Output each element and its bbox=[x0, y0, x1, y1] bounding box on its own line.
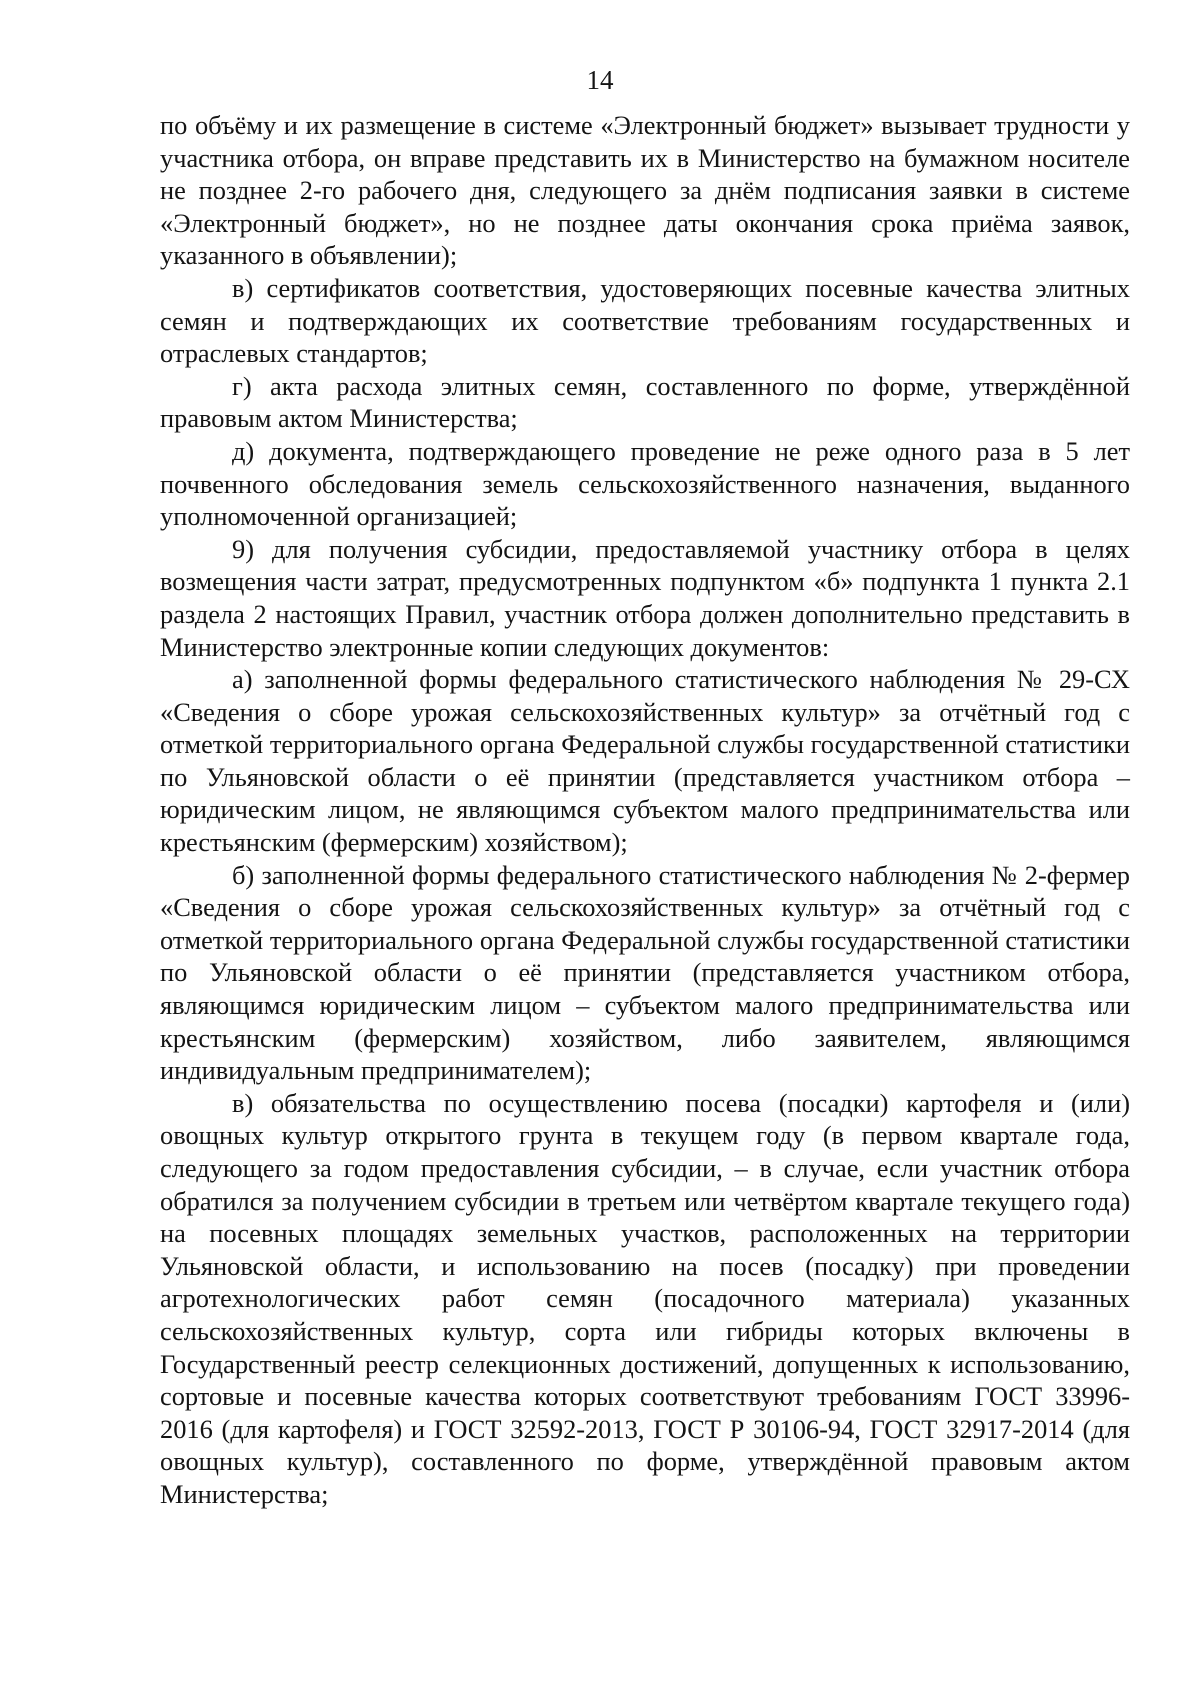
paragraph-item-v-obligation: в) обязательства по осуществлению посева (посадки) картофеля и (или) овощных культур открытого грунта в текущем году (в первом квартале года, следующего за годом предоставления субсидии, – в случае, если участник отбора обратился за получением субсидии в третьем или четвёртом квартале текущего года) на посевных площадях земельных участков, расположенных на территории Ульяновской области, и использованию на посев (посадку) при проведении агротехнологических работ семян (посадочного материала) указанных сельскохозяйственных культур, сорта или гибриды которых включены в Государственный реестр селекционных достижений, допущенных к использованию, сортовые и посевные качества которых соответствуют требованиям ГОСТ 33996-2016 (для картофеля) и ГОСТ 32592-2013, ГОСТ Р 30106-94, ГОСТ 32917-2014 (для овощных культур), составленного по форме, утверждённой правовым актом Министерства; bbox=[160, 1087, 1130, 1509]
paragraph-item-d-soil-survey: д) документа, подтверждающего проведение не реже одного раза в 5 лет почвенного обследования земель сельскохозяйственного назначения, выданного уполномоченной организацией; bbox=[160, 435, 1130, 532]
paragraph-item-a-form-29-sh: а) заполненной формы федерального статистического наблюдения № 29-СХ «Сведения о сборе урожая сельскохозяйственных культур» за отчётный год с отметкой территориального органа Федеральной службы государственной статистики по Ульяновской области о её принятии (представляется участником отбора – юридическим лицом, не являющимся субъектом малого предпринимательства или крестьянским (фермерским) хозяйством); bbox=[160, 664, 1130, 858]
paragraph-continuation: по объёму и их размещение в системе «Электронный бюджет» вызывает трудности у участника отбора, он вправе представить их в Министерство на бумажном носителе не позднее 2-го рабочего дня, следующего за днём подписания заявки в системе «Электронный бюджет», но не позднее даты окончания срока приёма заявок, указанного в объявлении); bbox=[160, 110, 1130, 271]
page-number: 14 bbox=[586, 65, 614, 95]
paragraph-item-v-certificates: в) сертификатов соответствия, удостоверяющих посевные качества элитных семян и подтверждающих их соответствие требованиям государственных и отраслевых стандартов; bbox=[160, 272, 1130, 369]
paragraph-clause-9: 9) для получения субсидии, предоставляемой участнику отбора в целях возмещения части затрат, предусмотренных подпунктом «б» подпункта 1 пункта 2.1 раздела 2 настоящих Правил, участник отбора должен дополнительно представить в Министерство электронные копии следующих документов: bbox=[160, 533, 1130, 662]
document-body bbox=[160, 109, 1130, 1511]
paragraph-item-b-form-2-fermer: б) заполненной формы федерального статистического наблюдения № 2-фермер «Сведения о сборе урожая сельскохозяйственных культур» за отчётный год с отметкой территориального органа Федеральной службы государственной статистики по Ульяновской области о её принятии (представляется участником отбора, являющимся юридическим лицом – субъектом малого предпринимательства или крестьянским (фермерским) хозяйством, либо заявителем, являющимся индивидуальным предпринимателем); bbox=[160, 859, 1130, 1086]
paragraph-item-g-seed-act: г) акта расхода элитных семян, составленного по форме, утверждённой правовым актом Министерства; bbox=[160, 370, 1130, 434]
